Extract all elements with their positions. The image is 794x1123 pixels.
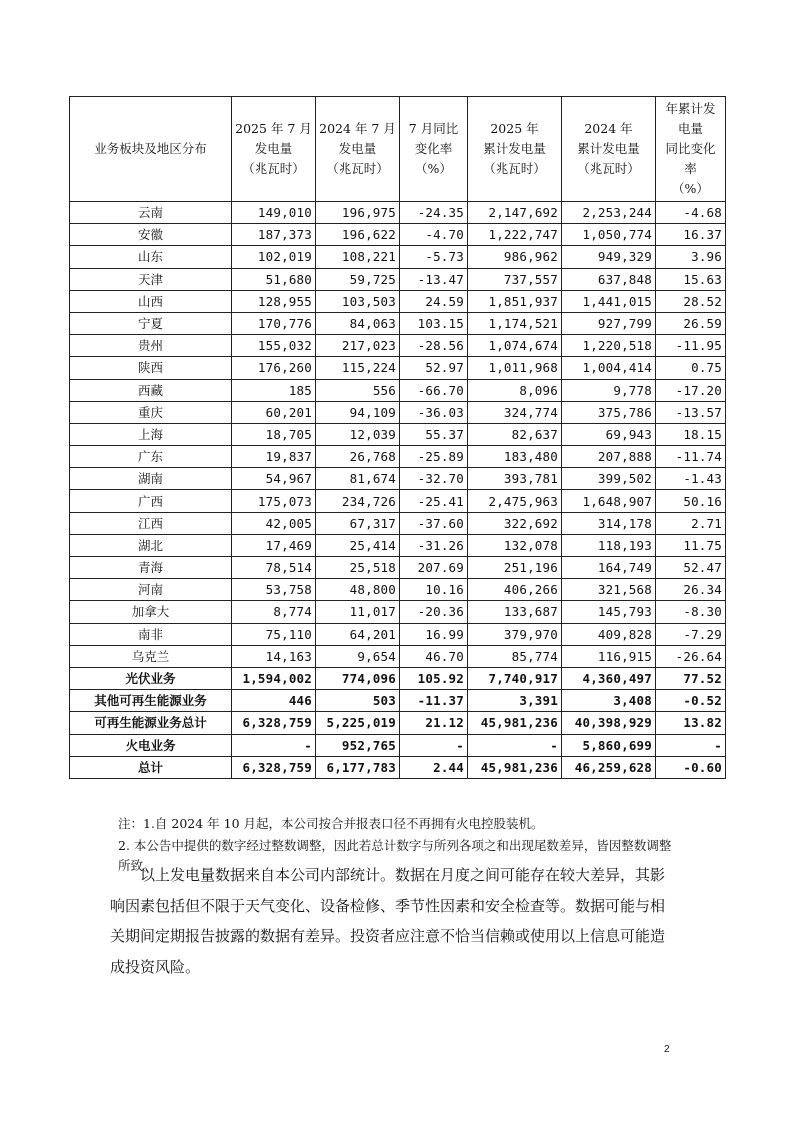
table-cell: -25.89 (400, 446, 468, 468)
table-cell: 952,765 (316, 734, 400, 756)
table-cell: 46,259,628 (562, 756, 656, 778)
row-label: 广西 (70, 490, 232, 512)
table-cell: 11.75 (656, 534, 726, 556)
table-cell: 24.59 (400, 290, 468, 312)
table-row (70, 512, 726, 534)
table-cell: 103.15 (400, 312, 468, 334)
table-cell: 393,781 (468, 468, 562, 490)
table-cell: 25,414 (316, 534, 400, 556)
table-cell: 45,981,236 (468, 756, 562, 778)
table-cell: 59,725 (316, 268, 400, 290)
table-cell: 406,266 (468, 579, 562, 601)
table-cell: 17,469 (232, 534, 316, 556)
row-label: 乌克兰 (70, 645, 232, 667)
table-cell: -20.36 (400, 601, 468, 623)
table-cell: -4.70 (400, 224, 468, 246)
table-cell: 26.34 (656, 579, 726, 601)
table-cell: -11.74 (656, 446, 726, 468)
table-cell: 132,078 (468, 534, 562, 556)
table-cell: 556 (316, 379, 400, 401)
table-row (70, 224, 726, 246)
generation-table (69, 96, 726, 779)
column-header-4 (468, 97, 562, 202)
table-cell: 1,050,774 (562, 224, 656, 246)
column-header-line: （兆瓦时） (577, 161, 640, 176)
row-label: 总计 (70, 756, 232, 778)
table-cell: -11.95 (656, 335, 726, 357)
table-cell: - (468, 734, 562, 756)
table-cell: 0.75 (656, 357, 726, 379)
table-cell: 9,778 (562, 379, 656, 401)
table-row (70, 401, 726, 423)
table-cell: 637,848 (562, 268, 656, 290)
table-cell: 75,110 (232, 623, 316, 645)
table-cell: -4.68 (656, 202, 726, 224)
table-row (70, 756, 726, 778)
table-cell: - (656, 734, 726, 756)
table-cell: 207,888 (562, 446, 656, 468)
table-cell: 322,692 (468, 512, 562, 534)
table-cell: 84,063 (316, 312, 400, 334)
table-row (70, 379, 726, 401)
table-cell: 170,776 (232, 312, 316, 334)
row-label: 山西 (70, 290, 232, 312)
table-cell: -5.73 (400, 246, 468, 268)
table-cell: 5,860,699 (562, 734, 656, 756)
table-cell: 185 (232, 379, 316, 401)
row-label: 江西 (70, 512, 232, 534)
column-header-line: 2025 年 7 月 (235, 121, 312, 136)
column-header-2 (316, 97, 400, 202)
table-cell: 15.63 (656, 268, 726, 290)
table-cell: 164,749 (562, 557, 656, 579)
table-cell: 19,837 (232, 446, 316, 468)
table-cell: 54,967 (232, 468, 316, 490)
table-cell: -24.35 (400, 202, 468, 224)
column-header-line: 同比变化 (665, 141, 716, 156)
table-cell: 175,073 (232, 490, 316, 512)
column-header-line: 变化率 (414, 141, 453, 156)
table-cell: -32.70 (400, 468, 468, 490)
table-cell: 67,317 (316, 512, 400, 534)
table-cell: 2,253,244 (562, 202, 656, 224)
table-cell: -25.41 (400, 490, 468, 512)
table-cell: 324,774 (468, 401, 562, 423)
table-cell: 50.16 (656, 490, 726, 512)
table-cell: 6,328,759 (232, 756, 316, 778)
table-cell: 149,010 (232, 202, 316, 224)
table-cell: 187,373 (232, 224, 316, 246)
table-row (70, 446, 726, 468)
table-row (70, 734, 726, 756)
table-cell: 69,943 (562, 423, 656, 445)
table-cell: -37.60 (400, 512, 468, 534)
table-row (70, 557, 726, 579)
table-cell: 4,360,497 (562, 667, 656, 689)
column-header-line: （%） (672, 181, 709, 196)
table-cell: -17.20 (656, 379, 726, 401)
table-body (70, 202, 726, 779)
table-cell: -8.30 (656, 601, 726, 623)
table-row (70, 690, 726, 712)
column-header-6 (656, 97, 726, 202)
table-cell: 1,004,414 (562, 357, 656, 379)
row-label: 广东 (70, 446, 232, 468)
row-label: 贵州 (70, 335, 232, 357)
table-cell: 3,391 (468, 690, 562, 712)
table-cell: 774,096 (316, 667, 400, 689)
table-cell: -36.03 (400, 401, 468, 423)
table-cell: -0.60 (656, 756, 726, 778)
column-header-line: （%） (415, 161, 452, 176)
table-cell: 28.52 (656, 290, 726, 312)
column-header-line: 2024 年 7 月 (319, 121, 396, 136)
table-cell: 21.12 (400, 712, 468, 734)
column-header-line: 发电量 (254, 141, 293, 156)
table-cell: 737,557 (468, 268, 562, 290)
table-cell: 503 (316, 690, 400, 712)
table-cell: 986,962 (468, 246, 562, 268)
table-row (70, 468, 726, 490)
column-header-line: 7 月同比 (408, 121, 459, 136)
table-cell: 77.52 (656, 667, 726, 689)
table-cell: 64,201 (316, 623, 400, 645)
table-row (70, 423, 726, 445)
table-row (70, 579, 726, 601)
column-header-line: （兆瓦时） (326, 161, 389, 176)
table-cell: 48,800 (316, 579, 400, 601)
table-cell: 1,851,937 (468, 290, 562, 312)
table-row (70, 202, 726, 224)
table-cell: 375,786 (562, 401, 656, 423)
row-label: 重庆 (70, 401, 232, 423)
table-cell: 1,222,747 (468, 224, 562, 246)
table-row (70, 623, 726, 645)
table-cell: 183,480 (468, 446, 562, 468)
column-header-line: （兆瓦时） (483, 161, 546, 176)
table-cell: 81,674 (316, 468, 400, 490)
table-cell: 25,518 (316, 557, 400, 579)
table-cell: 5,225,019 (316, 712, 400, 734)
table-cell: 26,768 (316, 446, 400, 468)
table-cell: 1,441,015 (562, 290, 656, 312)
row-label: 光伏业务 (70, 667, 232, 689)
table-cell: 55.37 (400, 423, 468, 445)
row-label: 火电业务 (70, 734, 232, 756)
row-label: 其他可再生能源业务 (70, 690, 232, 712)
table-cell: 1,594,002 (232, 667, 316, 689)
table-row (70, 490, 726, 512)
row-label: 湖南 (70, 468, 232, 490)
table-cell: 94,109 (316, 401, 400, 423)
table-cell: 9,654 (316, 645, 400, 667)
table-cell: -7.29 (656, 623, 726, 645)
column-header-5 (562, 97, 656, 202)
table-cell: 1,011,968 (468, 357, 562, 379)
table-cell: 6,328,759 (232, 712, 316, 734)
table-cell: 53,758 (232, 579, 316, 601)
table-cell: 16.99 (400, 623, 468, 645)
table-cell: 927,799 (562, 312, 656, 334)
table-cell: 314,178 (562, 512, 656, 534)
table-cell: 2,147,692 (468, 202, 562, 224)
row-label: 可再生能源业务总计 (70, 712, 232, 734)
footnote-2: 2. 本公告中提供的数字经过整数调整，因此若总计数字与所列各项之和出现尾数差异，皆因整数调整所致。 (118, 838, 672, 873)
table-cell: 78,514 (232, 557, 316, 579)
table-cell: 46.70 (400, 645, 468, 667)
table-cell: -13.57 (656, 401, 726, 423)
table-cell: 145,793 (562, 601, 656, 623)
column-header-line: 电量 (677, 121, 703, 136)
table-cell: 45,981,236 (468, 712, 562, 734)
table-header-row (70, 97, 726, 202)
table-cell: 321,568 (562, 579, 656, 601)
table-cell: 82,637 (468, 423, 562, 445)
column-header-line: （兆瓦时） (242, 161, 305, 176)
table-cell: -66.70 (400, 379, 468, 401)
row-label: 宁夏 (70, 312, 232, 334)
table-cell: 108,221 (316, 246, 400, 268)
footnote-1: 注：1.自 2024 年 10 月起，本公司按合并报表口径不再拥有火电控股装机。 (118, 816, 544, 831)
column-header-line: 率 (684, 161, 697, 176)
table-cell: 18,705 (232, 423, 316, 445)
table-cell: -28.56 (400, 335, 468, 357)
row-label: 湖北 (70, 534, 232, 556)
row-label: 山东 (70, 246, 232, 268)
row-label: 加拿大 (70, 601, 232, 623)
column-header-line: 业务板块及地区分布 (94, 141, 207, 156)
table-cell: 446 (232, 690, 316, 712)
table-cell: 10.16 (400, 579, 468, 601)
table-cell: 2.44 (400, 756, 468, 778)
table-cell: 60,201 (232, 401, 316, 423)
table-cell: 217,023 (316, 335, 400, 357)
table-cell: 133,687 (468, 601, 562, 623)
table-cell: - (400, 734, 468, 756)
column-header-1 (232, 97, 316, 202)
table-cell: 115,224 (316, 357, 400, 379)
table-cell: 6,177,783 (316, 756, 400, 778)
table-cell: 12,039 (316, 423, 400, 445)
table-cell: 102,019 (232, 246, 316, 268)
column-header-line: 累计发电量 (483, 141, 546, 156)
column-header-line: 累计发电量 (577, 141, 640, 156)
column-header-line: 年累计发 (665, 101, 716, 116)
table-cell: 1,648,907 (562, 490, 656, 512)
table-cell: 16.37 (656, 224, 726, 246)
table-cell: 234,726 (316, 490, 400, 512)
table-cell: 105.92 (400, 667, 468, 689)
table-row (70, 645, 726, 667)
column-header-line: 2024 年 (584, 121, 633, 136)
disclaimer-paragraph: 以上发电量数据来自本公司内部统计。数据在月度之间可能存在较大差异，其影响因素包括但不限于天气变化、设备检修、季节性因素和安全检查等。数据可能与相关期间定期报告披露的数据有差异。投资者应注意不恰当信赖或使用以上信息可能造成投资风险。 (110, 866, 666, 976)
row-label: 天津 (70, 268, 232, 290)
table-cell: -31.26 (400, 534, 468, 556)
table-cell: 11,017 (316, 601, 400, 623)
table-cell: 2,475,963 (468, 490, 562, 512)
table-cell: 3,408 (562, 690, 656, 712)
table-cell: 2.71 (656, 512, 726, 534)
table-cell: 103,503 (316, 290, 400, 312)
row-label: 青海 (70, 557, 232, 579)
table-cell: 13.82 (656, 712, 726, 734)
table-cell: 51,680 (232, 268, 316, 290)
table-cell: -26.64 (656, 645, 726, 667)
column-header-line: 2025 年 (490, 121, 539, 136)
table-row (70, 667, 726, 689)
table-row (70, 312, 726, 334)
row-label: 云南 (70, 202, 232, 224)
table-row (70, 290, 726, 312)
table-cell: 155,032 (232, 335, 316, 357)
table-cell: 14,163 (232, 645, 316, 667)
table-row (70, 357, 726, 379)
row-label: 陕西 (70, 357, 232, 379)
table-cell: 52.97 (400, 357, 468, 379)
table-cell: 1,174,521 (468, 312, 562, 334)
table-row (70, 712, 726, 734)
table-cell: 18.15 (656, 423, 726, 445)
table-cell: 40,398,929 (562, 712, 656, 734)
row-label: 南非 (70, 623, 232, 645)
table-cell: 1,074,674 (468, 335, 562, 357)
table-row (70, 335, 726, 357)
table-cell: 196,975 (316, 202, 400, 224)
table-cell: 128,955 (232, 290, 316, 312)
table-row (70, 268, 726, 290)
table-cell: 85,774 (468, 645, 562, 667)
table-cell: -1.43 (656, 468, 726, 490)
page-number: 2 (664, 1044, 670, 1055)
table-cell: - (232, 734, 316, 756)
table-cell: 3.96 (656, 246, 726, 268)
table-cell: 399,502 (562, 468, 656, 490)
row-label: 河南 (70, 579, 232, 601)
table-row (70, 246, 726, 268)
table-row (70, 534, 726, 556)
table-cell: 52.47 (656, 557, 726, 579)
table-cell: 42,005 (232, 512, 316, 534)
table-cell: 251,196 (468, 557, 562, 579)
table-cell: 409,828 (562, 623, 656, 645)
row-label: 西藏 (70, 379, 232, 401)
table-cell: 1,220,518 (562, 335, 656, 357)
column-header-line: 发电量 (338, 141, 377, 156)
table-cell: 8,774 (232, 601, 316, 623)
table-cell: 196,622 (316, 224, 400, 246)
table-cell: 207.69 (400, 557, 468, 579)
row-label: 安徽 (70, 224, 232, 246)
table-cell: 176,260 (232, 357, 316, 379)
table-cell: 116,915 (562, 645, 656, 667)
table-cell: -11.37 (400, 690, 468, 712)
table-row (70, 601, 726, 623)
table-cell: 379,970 (468, 623, 562, 645)
table-cell: 949,329 (562, 246, 656, 268)
table-cell: 7,740,917 (468, 667, 562, 689)
table-cell: 26.59 (656, 312, 726, 334)
table-cell: -13.47 (400, 268, 468, 290)
table-cell: -0.52 (656, 690, 726, 712)
column-header-0 (70, 97, 232, 202)
column-header-3 (400, 97, 468, 202)
row-label: 上海 (70, 423, 232, 445)
table-cell: 118,193 (562, 534, 656, 556)
table-cell: 8,096 (468, 379, 562, 401)
